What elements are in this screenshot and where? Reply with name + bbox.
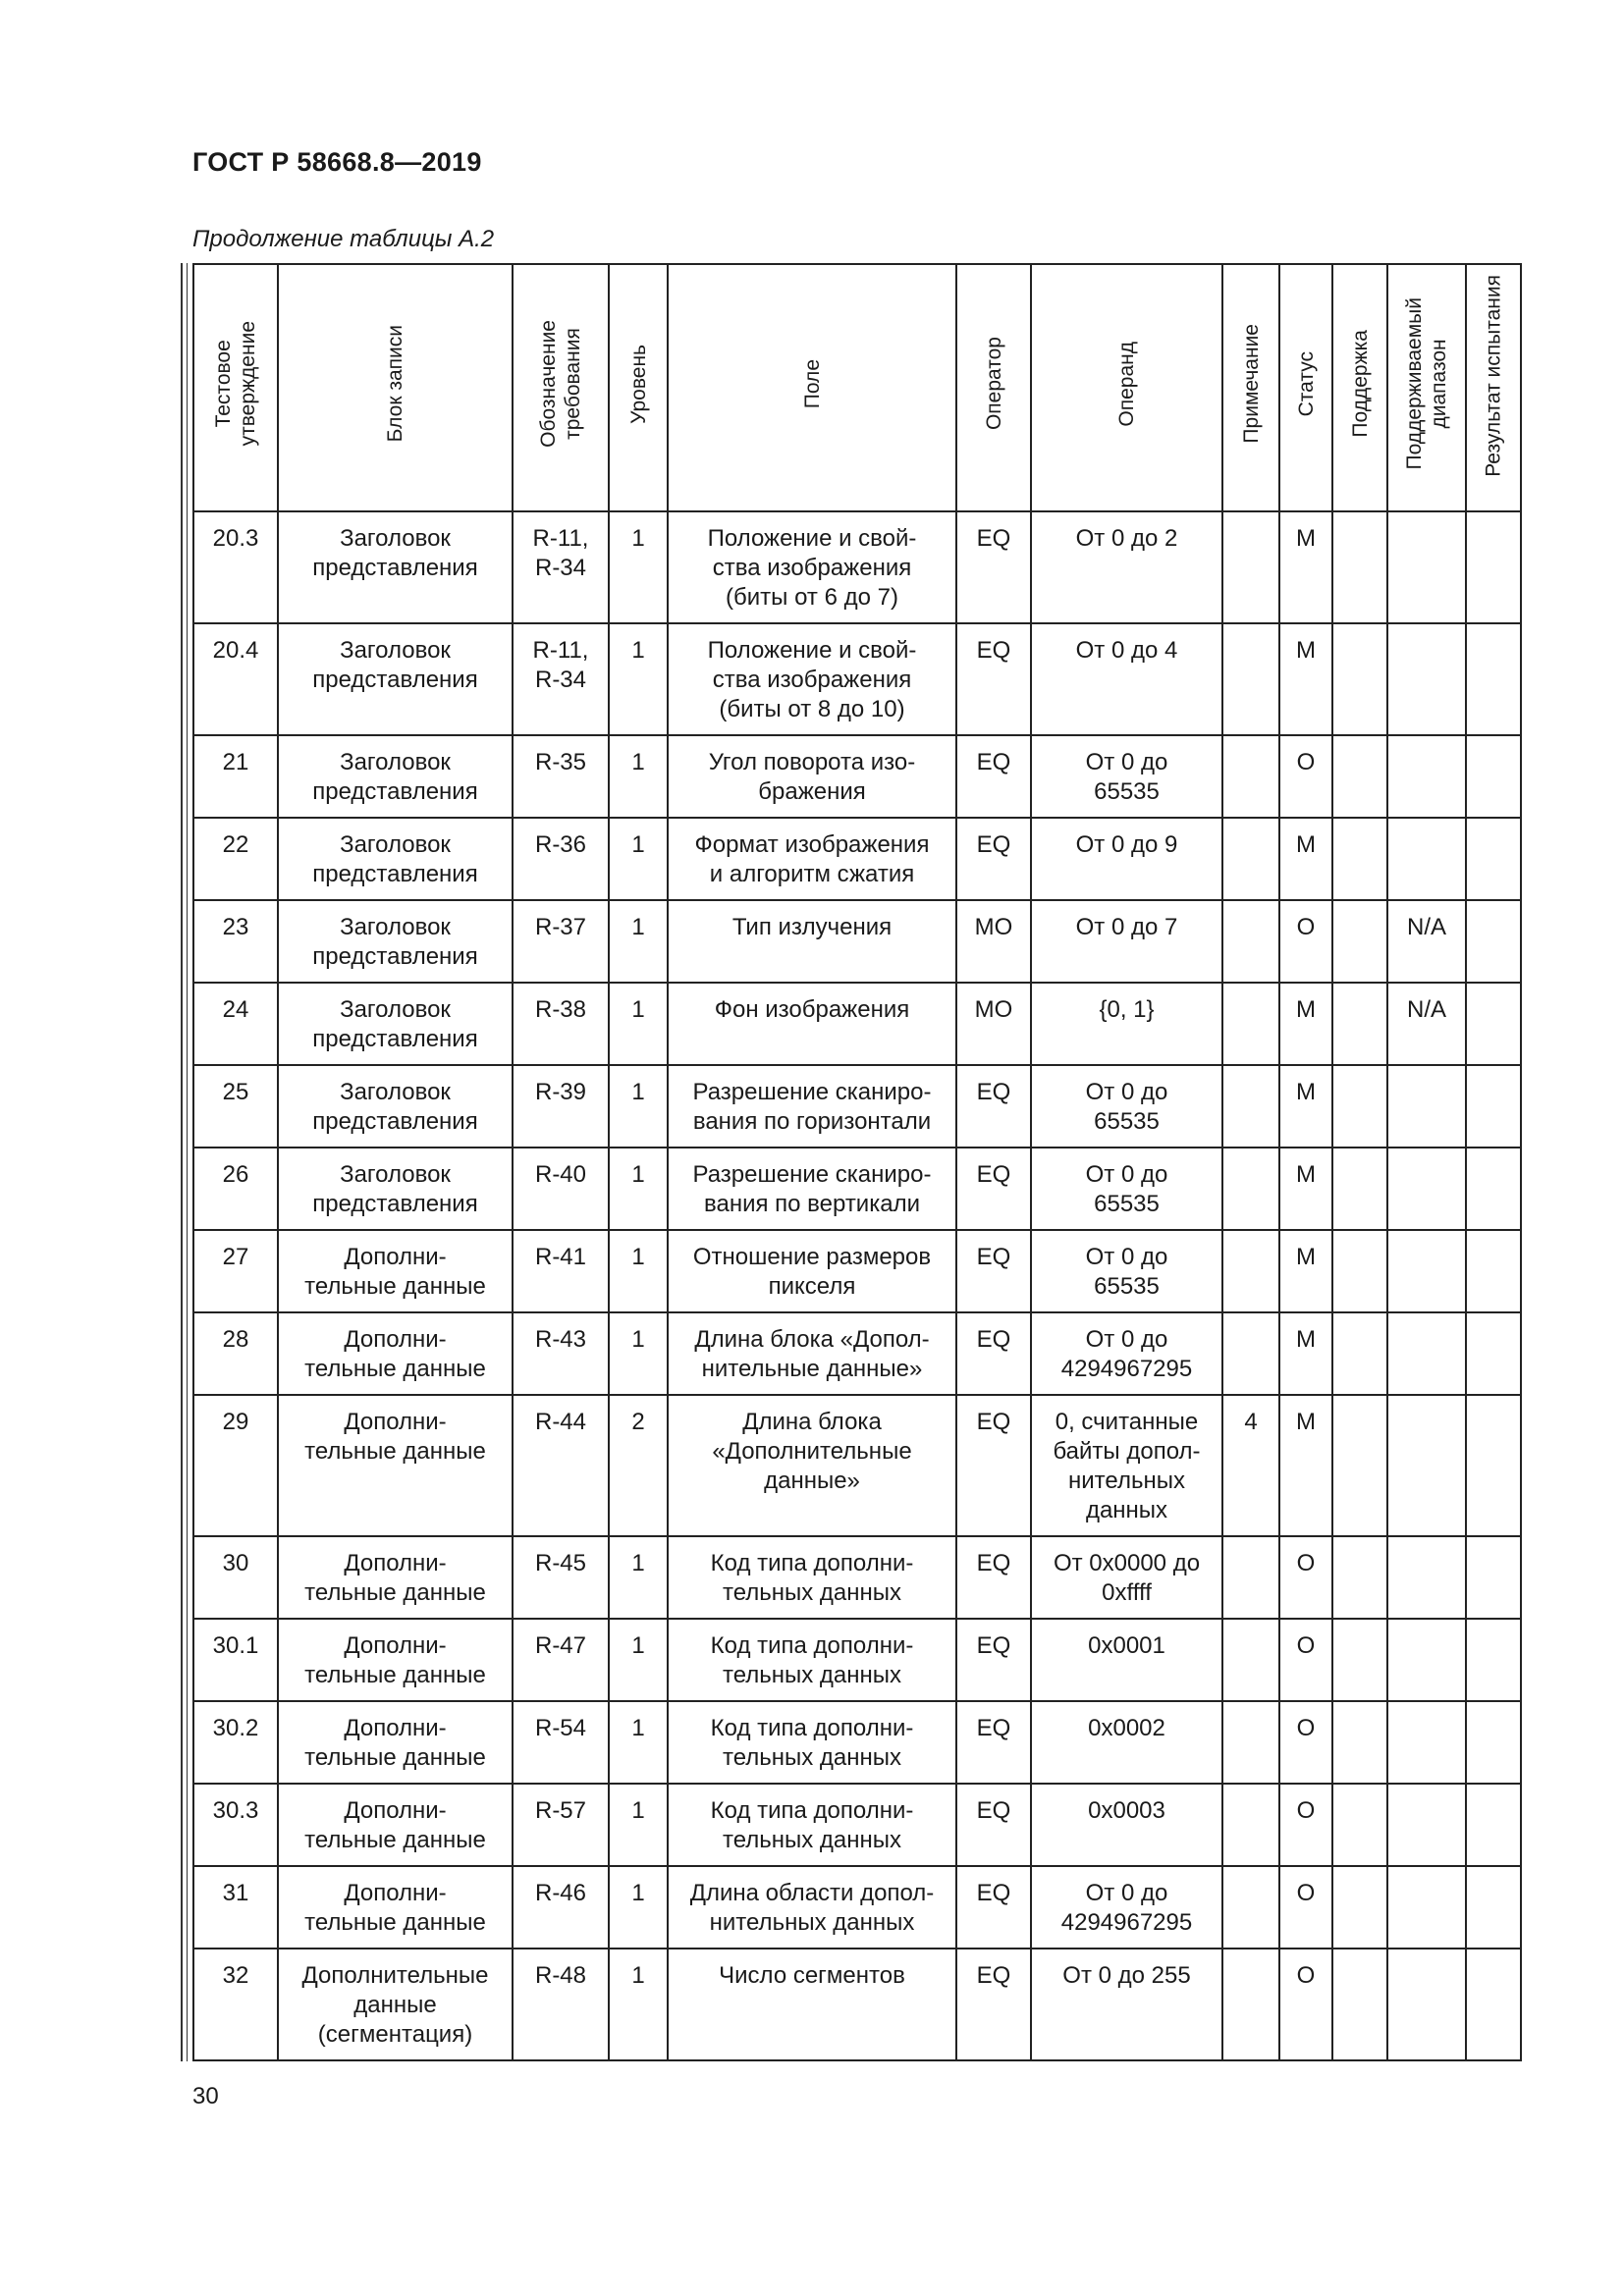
table-cell: 1 <box>609 818 668 900</box>
column-header-label: Поле <box>800 358 824 409</box>
table-cell: Дополни- тельные данные <box>278 1395 513 1536</box>
table-cell: 21 <box>193 735 278 818</box>
table-cell: 2 <box>609 1395 668 1536</box>
column-header-label: Уровень <box>626 344 650 424</box>
table-cell: 0x0001 <box>1031 1619 1222 1701</box>
table-cell: 28 <box>193 1312 278 1395</box>
table-cell: R-38 <box>513 983 609 1065</box>
document-header: ГОСТ Р 58668.8—2019 <box>192 147 482 177</box>
column-header-label: Поддержка <box>1348 330 1372 438</box>
column-header <box>1031 264 1222 511</box>
table-cell: R-11, R-34 <box>513 511 609 623</box>
table-cell <box>1387 511 1466 623</box>
requirements-table <box>192 263 1522 2061</box>
table-cell: 20.4 <box>193 623 278 735</box>
table-cell <box>1222 1312 1279 1395</box>
left-margin-rule <box>181 263 188 2061</box>
table-cell <box>1387 1619 1466 1701</box>
table-cell: От 0 до 4 <box>1031 623 1222 735</box>
table-cell <box>1222 1536 1279 1619</box>
table-cell <box>1466 1866 1521 1949</box>
table-cell: N/A <box>1387 983 1466 1065</box>
table-cell: 20.3 <box>193 511 278 623</box>
table-cell: Заголовок представления <box>278 735 513 818</box>
table-cell <box>1387 1395 1466 1536</box>
table-cell <box>1222 1065 1279 1148</box>
table-cell: Заголовок представления <box>278 983 513 1065</box>
table-cell <box>1466 1312 1521 1395</box>
table-cell: M <box>1279 1065 1332 1148</box>
table-cell: EQ <box>956 623 1031 735</box>
table-cell: Число сегментов <box>668 1949 956 2060</box>
table-cell: Положение и свой- ства изображения (биты от 6 до 7) <box>668 511 956 623</box>
table-cell: Формат изображения и алгоритм сжатия <box>668 818 956 900</box>
table-cell <box>1332 1230 1387 1312</box>
table-row <box>193 735 1521 818</box>
table-cell: Дополни- тельные данные <box>278 1701 513 1784</box>
table-cell: R-45 <box>513 1536 609 1619</box>
table-row <box>193 1148 1521 1230</box>
table-cell: R-57 <box>513 1784 609 1866</box>
table-row <box>193 1230 1521 1312</box>
table-cell <box>1332 1619 1387 1701</box>
table-cell: 1 <box>609 1065 668 1148</box>
table-cell: Заголовок представления <box>278 1148 513 1230</box>
table-cell: EQ <box>956 1148 1031 1230</box>
table-row <box>193 1312 1521 1395</box>
column-header <box>1387 264 1466 511</box>
column-header-label: Примечание <box>1239 324 1263 444</box>
table-cell: M <box>1279 511 1332 623</box>
table-cell: Заголовок представления <box>278 623 513 735</box>
table-cell: 30 <box>193 1536 278 1619</box>
table-cell: От 0 до 9 <box>1031 818 1222 900</box>
table-cell: EQ <box>956 818 1031 900</box>
table-cell <box>1466 818 1521 900</box>
table-cell <box>1332 511 1387 623</box>
table-cell <box>1332 1312 1387 1395</box>
table-cell: Отношение размеров пикселя <box>668 1230 956 1312</box>
column-header <box>193 264 278 511</box>
table-cell: Дополнительные данные (сегментация) <box>278 1949 513 2060</box>
table-cell: EQ <box>956 1784 1031 1866</box>
table-cell: EQ <box>956 1065 1031 1148</box>
table-cell: O <box>1279 1619 1332 1701</box>
table-cell <box>1466 1949 1521 2060</box>
table-cell: Длина блока «Допол- нительные данные» <box>668 1312 956 1395</box>
table-cell: Заголовок представления <box>278 511 513 623</box>
table-cell: 1 <box>609 1619 668 1701</box>
table-cell: R-39 <box>513 1065 609 1148</box>
table-cell <box>1466 1536 1521 1619</box>
table-cell: M <box>1279 1148 1332 1230</box>
table-cell <box>1332 1395 1387 1536</box>
table-cell <box>1222 1866 1279 1949</box>
table-row <box>193 1701 1521 1784</box>
table-cell: 0x0003 <box>1031 1784 1222 1866</box>
table-cell: 24 <box>193 983 278 1065</box>
table-cell <box>1222 735 1279 818</box>
table-cell <box>1466 900 1521 983</box>
table-cell <box>1387 1536 1466 1619</box>
column-header <box>1466 264 1521 511</box>
table-cell <box>1222 1784 1279 1866</box>
table-cell <box>1332 735 1387 818</box>
table-row <box>193 1395 1521 1536</box>
table-cell: O <box>1279 900 1332 983</box>
table-cell: От 0 до 2 <box>1031 511 1222 623</box>
table-cell: R-48 <box>513 1949 609 2060</box>
table-cell <box>1222 1619 1279 1701</box>
table-cell: 1 <box>609 623 668 735</box>
table-cell: R-44 <box>513 1395 609 1536</box>
table-cell <box>1387 1065 1466 1148</box>
table-cell <box>1387 1230 1466 1312</box>
table-cell: M <box>1279 1312 1332 1395</box>
table-cell: 1 <box>609 735 668 818</box>
table-cell: 30.1 <box>193 1619 278 1701</box>
table-cell: 1 <box>609 1784 668 1866</box>
table-cell: Дополни- тельные данные <box>278 1312 513 1395</box>
table-cell: O <box>1279 1784 1332 1866</box>
table-cell: O <box>1279 1536 1332 1619</box>
table-cell: 0, считанные байты допол- нительных данных <box>1031 1395 1222 1536</box>
table-cell <box>1387 735 1466 818</box>
table-cell: От 0 до 65535 <box>1031 1148 1222 1230</box>
table-cell <box>1332 1536 1387 1619</box>
table-cell: 1 <box>609 1148 668 1230</box>
table-cell <box>1466 1701 1521 1784</box>
table-cell <box>1332 818 1387 900</box>
table-cell: M <box>1279 623 1332 735</box>
table-cell: Длина блока «Дополнительные данные» <box>668 1395 956 1536</box>
table-cell: 4 <box>1222 1395 1279 1536</box>
table-cell <box>1387 1784 1466 1866</box>
table-cell <box>1387 623 1466 735</box>
table-cell: Дополни- тельные данные <box>278 1536 513 1619</box>
table-cell: 1 <box>609 511 668 623</box>
table-cell <box>1222 983 1279 1065</box>
table-cell <box>1332 1949 1387 2060</box>
table-cell <box>1466 1148 1521 1230</box>
table-cell <box>1466 1619 1521 1701</box>
column-header-label: Тестовое утверждение <box>212 321 259 447</box>
table-cell: EQ <box>956 735 1031 818</box>
table-cell: 30.3 <box>193 1784 278 1866</box>
table-caption: Продолжение таблицы А.2 <box>192 226 495 252</box>
table-cell: EQ <box>956 1701 1031 1784</box>
table-cell: Разрешение сканиро- вания по горизонтали <box>668 1065 956 1148</box>
table-cell <box>1332 1701 1387 1784</box>
table-cell: 1 <box>609 1312 668 1395</box>
table-cell <box>1332 1866 1387 1949</box>
column-header <box>1332 264 1387 511</box>
table-cell <box>1387 1701 1466 1784</box>
table-cell: O <box>1279 1949 1332 2060</box>
table-cell <box>1222 511 1279 623</box>
table-cell <box>1466 1230 1521 1312</box>
table-cell: EQ <box>956 1395 1031 1536</box>
table-cell: M <box>1279 983 1332 1065</box>
table-cell: 1 <box>609 1230 668 1312</box>
table-cell: Фон изображения <box>668 983 956 1065</box>
table-cell: Код типа дополни- тельных данных <box>668 1536 956 1619</box>
table-cell: 1 <box>609 1701 668 1784</box>
table-cell: 29 <box>193 1395 278 1536</box>
column-header-label: Статус <box>1294 350 1318 417</box>
table-cell: MO <box>956 900 1031 983</box>
table-cell: 23 <box>193 900 278 983</box>
table-cell: 26 <box>193 1148 278 1230</box>
table-cell: R-46 <box>513 1866 609 1949</box>
table-cell <box>1222 623 1279 735</box>
table-cell: MO <box>956 983 1031 1065</box>
table-cell: R-37 <box>513 900 609 983</box>
table-cell: От 0 до 4294967295 <box>1031 1312 1222 1395</box>
table-cell <box>1387 1866 1466 1949</box>
table-cell: Положение и свой- ства изображения (биты от 8 до 10) <box>668 623 956 735</box>
table-row <box>193 511 1521 623</box>
table-row <box>193 1065 1521 1148</box>
table-cell: R-54 <box>513 1701 609 1784</box>
table-row <box>193 900 1521 983</box>
table-cell: От 0 до 65535 <box>1031 735 1222 818</box>
column-header <box>1222 264 1279 511</box>
table-cell <box>1222 1230 1279 1312</box>
table-cell: Длина области допол- нительных данных <box>668 1866 956 1949</box>
table-cell: 31 <box>193 1866 278 1949</box>
table-cell: От 0 до 65535 <box>1031 1065 1222 1148</box>
table-cell: EQ <box>956 511 1031 623</box>
table-cell <box>1466 983 1521 1065</box>
table-cell: Заголовок представления <box>278 900 513 983</box>
table-cell: 1 <box>609 983 668 1065</box>
table-row <box>193 983 1521 1065</box>
table-cell <box>1332 900 1387 983</box>
table-cell: 32 <box>193 1949 278 2060</box>
page-number: 30 <box>192 2083 219 2109</box>
table-cell <box>1332 1148 1387 1230</box>
table-cell: 25 <box>193 1065 278 1148</box>
column-header <box>668 264 956 511</box>
table-cell: От 0 до 7 <box>1031 900 1222 983</box>
table-cell: M <box>1279 1230 1332 1312</box>
column-header <box>609 264 668 511</box>
table-cell: EQ <box>956 1619 1031 1701</box>
table-cell: EQ <box>956 1866 1031 1949</box>
table-cell <box>1222 1148 1279 1230</box>
table-cell <box>1466 511 1521 623</box>
table-cell: EQ <box>956 1312 1031 1395</box>
table-cell <box>1466 1784 1521 1866</box>
table-cell: O <box>1279 1701 1332 1784</box>
table-cell: Дополни- тельные данные <box>278 1230 513 1312</box>
table-cell <box>1332 623 1387 735</box>
table-cell: Код типа дополни- тельных данных <box>668 1619 956 1701</box>
column-header <box>513 264 609 511</box>
table-cell: Дополни- тельные данные <box>278 1619 513 1701</box>
table-cell <box>1466 1395 1521 1536</box>
column-header-label: Результат испытания <box>1482 275 1505 477</box>
table-cell <box>1222 900 1279 983</box>
table-cell: От 0 до 4294967295 <box>1031 1866 1222 1949</box>
table-cell: 1 <box>609 1536 668 1619</box>
table-cell: R-41 <box>513 1230 609 1312</box>
table-row <box>193 1866 1521 1949</box>
table-row <box>193 1784 1521 1866</box>
table-cell <box>1387 1312 1466 1395</box>
table-cell: EQ <box>956 1536 1031 1619</box>
table-cell: R-47 <box>513 1619 609 1701</box>
column-header-label: Блок записи <box>384 325 406 443</box>
table-cell: От 0x0000 до 0xffff <box>1031 1536 1222 1619</box>
table-cell: Код типа дополни- тельных данных <box>668 1701 956 1784</box>
table-cell: Разрешение сканиро- вания по вертикали <box>668 1148 956 1230</box>
table-row <box>193 818 1521 900</box>
table-cell <box>1332 983 1387 1065</box>
table-row <box>193 1619 1521 1701</box>
table-cell: M <box>1279 818 1332 900</box>
table-cell: От 0 до 65535 <box>1031 1230 1222 1312</box>
table-cell: 0x0002 <box>1031 1701 1222 1784</box>
table-cell: От 0 до 255 <box>1031 1949 1222 2060</box>
table-cell: {0, 1} <box>1031 983 1222 1065</box>
table-cell <box>1466 1065 1521 1148</box>
table-body <box>193 511 1521 2060</box>
table-cell: 27 <box>193 1230 278 1312</box>
column-header <box>1279 264 1332 511</box>
table-cell: N/A <box>1387 900 1466 983</box>
table-cell: Дополни- тельные данные <box>278 1784 513 1866</box>
table-cell: Угол поворота изо- бражения <box>668 735 956 818</box>
column-header <box>956 264 1031 511</box>
table-cell: Заголовок представления <box>278 1065 513 1148</box>
table-cell: R-36 <box>513 818 609 900</box>
table-row <box>193 623 1521 735</box>
table-cell: Тип излучения <box>668 900 956 983</box>
table-cell: O <box>1279 1866 1332 1949</box>
table-cell: Заголовок представления <box>278 818 513 900</box>
table-cell <box>1466 735 1521 818</box>
table-cell: 1 <box>609 900 668 983</box>
table-cell: Дополни- тельные данные <box>278 1866 513 1949</box>
table-row <box>193 1949 1521 2060</box>
table-cell: O <box>1279 735 1332 818</box>
table-cell: R-11, R-34 <box>513 623 609 735</box>
table-cell: Код типа дополни- тельных данных <box>668 1784 956 1866</box>
table-cell <box>1222 1949 1279 2060</box>
column-header-label: Поддерживаемый диапазон <box>1403 297 1450 470</box>
table-cell: R-40 <box>513 1148 609 1230</box>
table-cell: R-35 <box>513 735 609 818</box>
header-row <box>193 264 1521 511</box>
table-cell <box>1466 623 1521 735</box>
column-header-label: Оператор <box>982 337 1005 431</box>
column-header-label: Обозначение требования <box>537 320 584 448</box>
table-cell: M <box>1279 1395 1332 1536</box>
column-header <box>278 264 513 511</box>
table-cell: EQ <box>956 1949 1031 2060</box>
table-cell: R-43 <box>513 1312 609 1395</box>
column-header-label: Операнд <box>1115 341 1138 427</box>
table-cell: 1 <box>609 1949 668 2060</box>
table-cell <box>1332 1065 1387 1148</box>
table-cell: EQ <box>956 1230 1031 1312</box>
table-cell <box>1222 818 1279 900</box>
table-container <box>192 263 1510 2061</box>
table-cell: 1 <box>609 1866 668 1949</box>
table-cell: 22 <box>193 818 278 900</box>
table-row <box>193 1536 1521 1619</box>
table-cell <box>1387 818 1466 900</box>
table-cell <box>1332 1784 1387 1866</box>
table-cell: 30.2 <box>193 1701 278 1784</box>
table-cell <box>1222 1701 1279 1784</box>
table-cell <box>1387 1148 1466 1230</box>
table-cell <box>1387 1949 1466 2060</box>
